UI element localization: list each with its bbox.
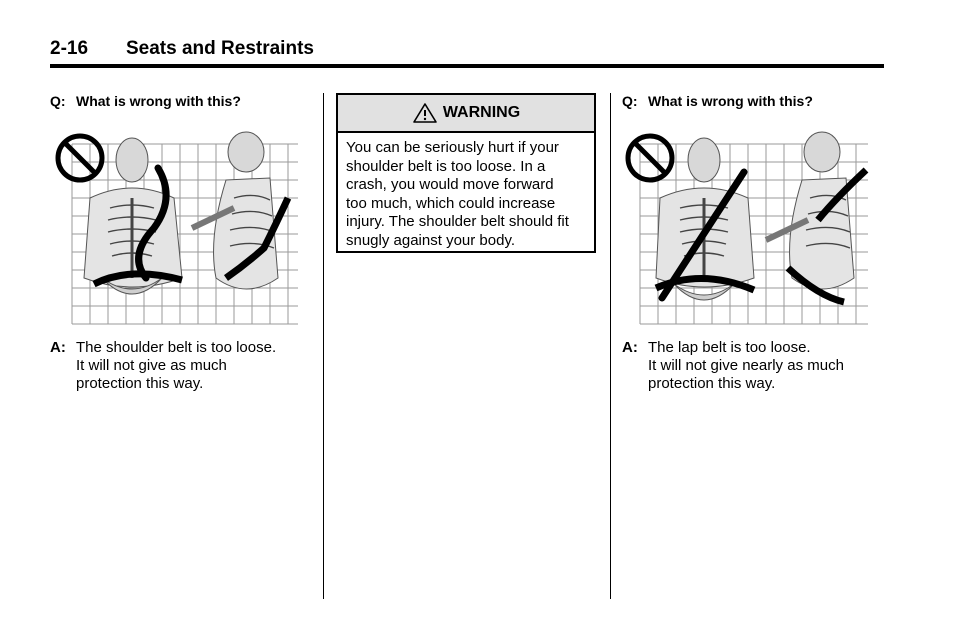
warning-text <box>338 133 594 256</box>
warning-box <box>336 93 596 253</box>
lap-belt-loose-illustration <box>622 128 874 340</box>
warning-line: You can be seriously hurt if your <box>346 139 559 156</box>
warning-header <box>338 95 594 133</box>
answer-line: protection this way. <box>648 375 776 392</box>
warning-title: WARNING <box>442 104 521 121</box>
answer-label: A: <box>622 339 638 356</box>
column-divider-2 <box>610 93 611 599</box>
left-question <box>50 90 310 110</box>
answer-line: The lap belt is too loose. <box>648 339 811 356</box>
warning-line: crash, you would move forward <box>346 176 554 193</box>
shoulder-belt-loose-illustration <box>50 128 302 340</box>
question-label: Q: <box>50 93 66 109</box>
column-divider-1 <box>323 93 324 599</box>
warning-line: injury. The shoulder belt should fit <box>346 213 569 230</box>
page-header <box>50 38 884 68</box>
left-answer <box>50 339 310 393</box>
answer-line: protection this way. <box>76 375 204 392</box>
answer-line: The shoulder belt is too loose. <box>76 339 277 356</box>
question-text: What is wrong with this? <box>648 93 813 109</box>
warning-line: snugly against your body. <box>346 231 515 249</box>
warning-line: shoulder belt is too loose. In a <box>346 157 546 175</box>
section-title: Seats and Restraints <box>126 38 314 59</box>
answer-line: It will not give nearly as much <box>648 357 844 374</box>
page-number: 2-16 <box>50 38 89 59</box>
answer-line: It will not give as much <box>76 357 227 374</box>
question-text: What is wrong with this? <box>76 93 241 109</box>
answer-label: A: <box>50 339 66 356</box>
right-question <box>622 90 884 110</box>
question-label: Q: <box>622 93 638 109</box>
warning-line: too much, which could increase <box>346 194 556 212</box>
right-answer <box>622 339 884 393</box>
warning-triangle-icon <box>412 102 438 124</box>
